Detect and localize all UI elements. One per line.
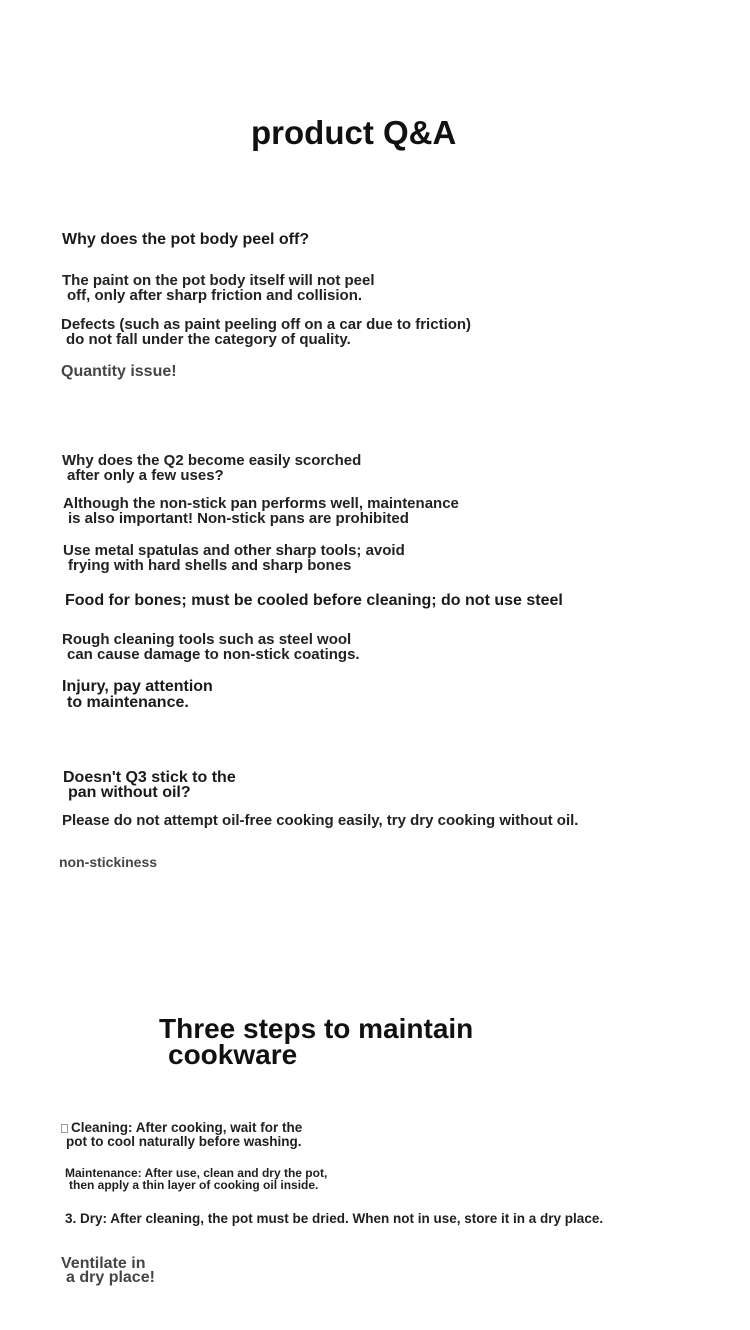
step-2-line-1: Maintenance: After use, clean and dry the pot, (65, 1166, 328, 1180)
question-1 (62, 231, 309, 248)
question-3-line-1: Doesn't Q3 stick to the (63, 769, 236, 786)
note-3 (59, 855, 157, 870)
answer-1-2-line-2: do not fall under the category of quality. (66, 330, 351, 348)
page-title: product Q&A (251, 114, 457, 151)
answer-3-1 (62, 814, 578, 829)
note-4 (61, 1257, 155, 1284)
step-3-line-1: 3. Dry: After cleaning, the pot must be dried. When not in use, store it in a dry place. (65, 1211, 604, 1226)
answer-1-2-line-1: Defects (such as paint peeling off on a car due to friction) (61, 316, 472, 333)
answer-2-1-line-2: is also important! Non-stick pans are prohibited (68, 509, 409, 527)
answer-3-1-line-1: Please do not attempt oil-free cooking easily, try dry cooking without oil. (62, 812, 579, 829)
step-1-text-1: Cleaning: After cooking, wait for the (71, 1120, 303, 1135)
answer-2-2-line-1: Use metal spatulas and other sharp tools; avoid (63, 542, 405, 559)
answer-1-2 (61, 318, 471, 347)
question-3-line-2: pan without oil? (68, 783, 191, 801)
question-1-line-1: Why does the pot body peel off? (62, 231, 310, 248)
answer-1-1 (62, 274, 375, 303)
note-4-line-2: a dry place! (66, 1268, 155, 1286)
step-1-line-2: pot to cool naturally before washing. (66, 1133, 302, 1149)
section-title-line-1: Three steps to maintain (159, 1013, 474, 1044)
note-3-line-1: non-stickiness (59, 854, 158, 870)
answer-2-3 (65, 592, 563, 609)
section-title-line-2: cookware (168, 1039, 298, 1070)
question-2 (62, 454, 361, 483)
section-title (159, 1013, 474, 1070)
square-bullet-icon (61, 1124, 68, 1133)
step-1-line-1 (61, 1121, 302, 1135)
note-2 (62, 679, 213, 710)
step-3 (65, 1212, 603, 1226)
note-4-line-1: Ventilate in (61, 1255, 146, 1272)
answer-2-4 (62, 633, 360, 662)
step-2-line-2: then apply a thin layer of cooking oil inside. (69, 1177, 319, 1192)
answer-2-4-line-1: Rough cleaning tools such as steel wool (62, 631, 352, 648)
answer-1-1-line-1: The paint on the pot body itself will not peel (62, 272, 375, 289)
question-3 (63, 771, 236, 800)
question-2-line-2: after only a few uses? (67, 466, 224, 484)
note-2-line-2: to maintenance. (67, 693, 189, 711)
answer-2-4-line-2: can cause damage to non-stick coatings. (67, 645, 360, 663)
answer-2-2-line-2: frying with hard shells and sharp bones (68, 556, 352, 574)
answer-2-3-line-1: Food for bones; must be cooled before cleaning; do not use steel (65, 592, 563, 609)
question-2-line-1: Why does the Q2 become easily scorched (62, 452, 362, 469)
answer-1-1-line-2: off, only after sharp friction and collision. (67, 286, 363, 304)
answer-2-2 (63, 544, 405, 573)
note-1 (61, 363, 177, 380)
note-2-line-1: Injury, pay attention (62, 678, 213, 695)
answer-2-1-line-1: Although the non-stick pan performs well, maintenance (63, 495, 459, 512)
note-1-line-1: Quantity issue! (61, 363, 177, 380)
step-2 (65, 1168, 327, 1191)
step-1 (61, 1121, 302, 1148)
answer-2-1 (63, 497, 459, 526)
